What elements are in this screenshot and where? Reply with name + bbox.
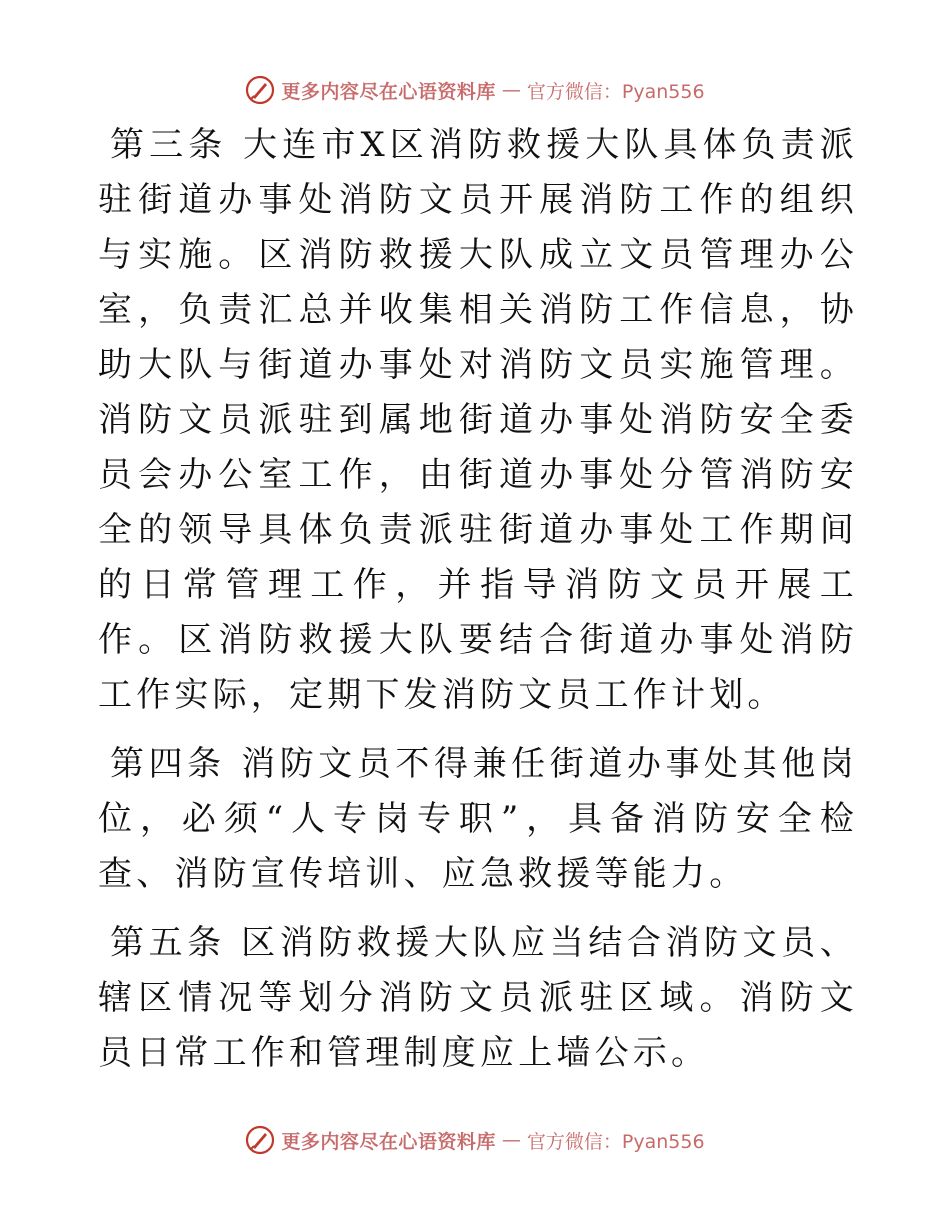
quill-logo-icon — [245, 1125, 275, 1155]
article-3-paragraph: 第三条 大连市X区消防救援大队具体负责派驻街道办事处消防文员开展消防工作的组织与实施。区消防救援大队成立文员管理办公室，负责汇总并收集相关消防工作信息，协助大队与街道办事处对消防文员实施管理。消防文员派驻到属地街道办事处消防安全委员会办公室工作，由街道办事处分管消防安全的领导具体负责派驻街道办事处工作期间的日常管理工作，并指导消防文员开展工作。区消防救援大队要结合街道办事处消防工作实际，定期下发消防文员工作计划。 — [98, 125, 858, 715]
watermark-separator: — — [501, 1129, 521, 1151]
watermark-text: 更多内容尽在心语资料库 — [281, 80, 496, 103]
footer-watermark — [0, 1120, 950, 1160]
article-5-paragraph: 第五条 区消防救援大队应当结合消防文员、辖区情况等划分消防文员派驻区域。消防文员日常工作和管理制度应上墙公示。 — [98, 923, 858, 1073]
watermark-separator: — — [501, 79, 521, 101]
article-4-paragraph: 第四条 消防文员不得兼任街道办事处其他岗位，必须“人专岗专职”，具备消防安全检查、消防宣传培训、应急救援等能力。 — [98, 744, 858, 894]
header-watermark — [0, 70, 950, 110]
watermark-official: 官方微信：Pyan556 — [526, 80, 705, 103]
quill-logo-icon — [245, 75, 275, 105]
watermark-official: 官方微信：Pyan556 — [526, 1130, 705, 1153]
document-body — [98, 118, 858, 1093]
watermark-text: 更多内容尽在心语资料库 — [281, 1130, 496, 1153]
